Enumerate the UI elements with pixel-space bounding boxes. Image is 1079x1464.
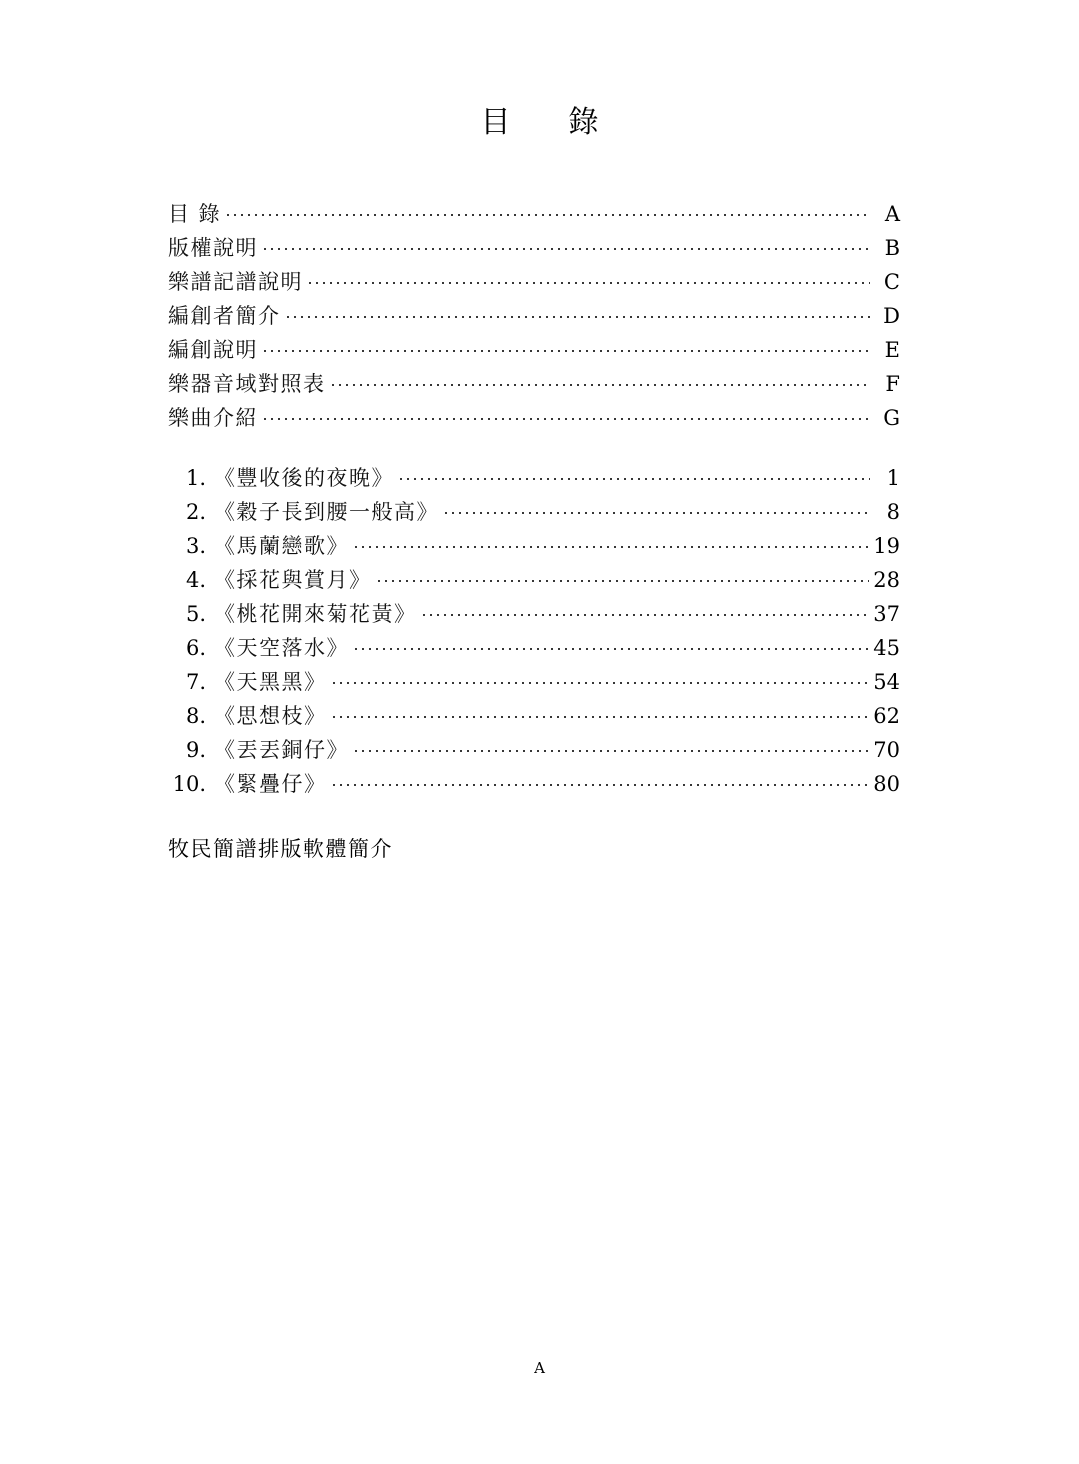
dot-leader bbox=[333, 668, 870, 689]
dot-leader bbox=[400, 464, 870, 485]
toc-song-title: 《天空落水》 bbox=[214, 636, 349, 660]
toc-song-entry[interactable] bbox=[168, 461, 900, 495]
toc-song-entry[interactable] bbox=[168, 631, 900, 665]
toc-song-number: 9. bbox=[185, 738, 206, 762]
toc-song-page: 70 bbox=[873, 738, 900, 762]
toc-song-page: 80 bbox=[873, 772, 900, 796]
toc-song-number: 8. bbox=[185, 704, 206, 728]
dot-leader bbox=[378, 566, 870, 587]
toc-tail-list bbox=[168, 832, 900, 866]
toc-song-number: 5. bbox=[185, 602, 206, 626]
toc-entry-label: 樂譜記譜說明 bbox=[168, 270, 303, 294]
toc-song-title: 《桃花開來菊花黃》 bbox=[214, 602, 417, 626]
toc-song-number: 1. bbox=[185, 466, 206, 490]
toc-entry[interactable] bbox=[168, 299, 900, 333]
toc-entry-page: D bbox=[883, 304, 900, 328]
page-title: 目 錄 bbox=[480, 105, 613, 140]
dot-leader bbox=[287, 302, 871, 323]
toc-song-title: 《緊疊仔》 bbox=[214, 772, 327, 796]
toc-song-entry[interactable] bbox=[168, 699, 900, 733]
toc-entry[interactable] bbox=[168, 401, 900, 435]
dot-leader bbox=[355, 532, 869, 553]
toc-song-title: 《丟丟銅仔》 bbox=[214, 738, 349, 762]
toc-song-page: 54 bbox=[873, 670, 900, 694]
toc-song-page: 45 bbox=[873, 636, 900, 660]
toc-song-number: 10. bbox=[172, 772, 206, 796]
toc-entry-label: 編創說明 bbox=[168, 338, 258, 362]
toc-entry-page: G bbox=[883, 406, 900, 430]
toc-song-entry[interactable] bbox=[168, 733, 900, 767]
toc-entry-label: 樂器音域對照表 bbox=[168, 372, 326, 396]
dot-leader bbox=[264, 404, 870, 425]
toc-song-page: 28 bbox=[873, 568, 900, 592]
toc-song-entry[interactable] bbox=[168, 767, 900, 801]
dot-leader bbox=[355, 634, 869, 655]
toc-song-page: 62 bbox=[873, 704, 900, 728]
toc-front-matter-list bbox=[168, 197, 900, 435]
toc-entry[interactable] bbox=[168, 231, 900, 265]
toc-song-list bbox=[168, 461, 900, 801]
dot-leader bbox=[445, 498, 870, 519]
toc-song-number: 2. bbox=[185, 500, 206, 524]
toc-entry[interactable] bbox=[168, 265, 900, 299]
toc-song-title: 《採花與賞月》 bbox=[214, 568, 372, 592]
toc-song-title: 《天黑黑》 bbox=[214, 670, 327, 694]
toc-song-entry[interactable] bbox=[168, 529, 900, 563]
toc-song-page: 1 bbox=[886, 466, 900, 490]
dot-leader bbox=[264, 336, 870, 357]
toc-song-page: 19 bbox=[873, 534, 900, 558]
toc-song-title: 《思想枝》 bbox=[214, 704, 327, 728]
toc-song-number: 6. bbox=[185, 636, 206, 660]
toc-entry-label: 版權說明 bbox=[168, 236, 258, 260]
toc-entry-page: F bbox=[885, 372, 900, 396]
dot-leader bbox=[332, 370, 871, 391]
toc-song-page: 37 bbox=[873, 602, 900, 626]
toc-song-number: 4. bbox=[185, 568, 206, 592]
dot-leader bbox=[227, 200, 870, 221]
toc-entry[interactable] bbox=[168, 333, 900, 367]
toc-song-number: 7. bbox=[185, 670, 206, 694]
toc-song-title: 《豐收後的夜晚》 bbox=[214, 466, 394, 490]
toc-song-entry[interactable] bbox=[168, 563, 900, 597]
toc-entry-page: A bbox=[884, 202, 900, 226]
dot-leader bbox=[333, 770, 870, 791]
dot-leader bbox=[309, 268, 870, 289]
toc-song-entry[interactable] bbox=[168, 665, 900, 699]
toc-entry[interactable] bbox=[168, 367, 900, 401]
toc-entry-label: 編創者簡介 bbox=[168, 304, 281, 328]
toc-entry-label: 樂曲介紹 bbox=[168, 406, 258, 430]
toc-entry[interactable] bbox=[168, 197, 900, 231]
toc-song-entry[interactable] bbox=[168, 495, 900, 529]
toc-song-page: 8 bbox=[886, 500, 900, 524]
toc-entry-label: 目 錄 bbox=[168, 202, 222, 226]
dot-leader bbox=[355, 736, 869, 757]
toc-song-title: 《馬蘭戀歌》 bbox=[214, 534, 349, 558]
toc-song-entry[interactable] bbox=[168, 597, 900, 631]
toc-entry-page: E bbox=[884, 338, 900, 362]
page-footer-number: A bbox=[534, 1359, 545, 1377]
dot-leader bbox=[264, 234, 870, 255]
toc-entry-page: B bbox=[884, 236, 900, 260]
dot-leader bbox=[423, 600, 870, 621]
toc-tail-entry[interactable]: 牧民簡譜排版軟體簡介 bbox=[168, 837, 393, 861]
toc-song-number: 3. bbox=[185, 534, 206, 558]
dot-leader bbox=[333, 702, 870, 723]
toc-entry-page: C bbox=[883, 270, 900, 294]
toc-song-title: 《穀子長到腰一般高》 bbox=[214, 500, 439, 524]
